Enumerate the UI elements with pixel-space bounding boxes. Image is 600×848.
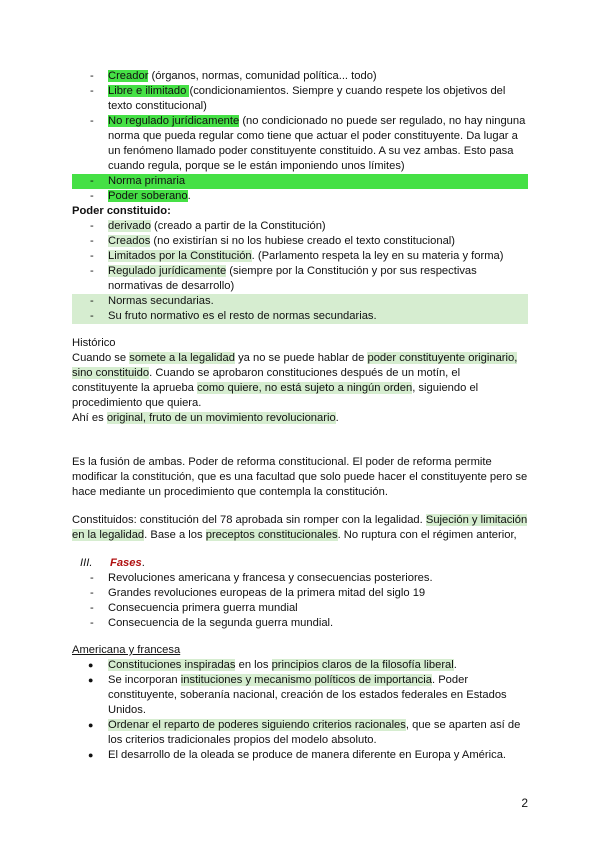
- fases-list: [72, 571, 528, 631]
- list-item: - Su fruto normativo es el resto de normas secundarias.: [72, 309, 528, 324]
- list-item: - Consecuencia primera guerra mundial: [72, 601, 528, 616]
- list-item: - Consecuencia de la segunda guerra mundial.: [72, 616, 528, 631]
- list-item: - Normas secundarias.: [72, 294, 528, 309]
- list-item: - Poder soberano.: [72, 189, 528, 204]
- historico-paragraph-2: Ahí es original, fruto de un movimiento revolucionario.: [72, 412, 339, 424]
- list-item: - Limitados por la Constitución. (Parlamento respeta la ley en su materia y forma): [72, 249, 528, 264]
- page-number: 2: [521, 796, 528, 810]
- bullet-item: ● Ordenar el reparto de poderes siguiendo criterios racionales, que se aparten así de los criterios tradicionales propios del modelo absoluto.: [72, 718, 528, 748]
- list-item: - Grandes revoluciones europeas de la primera mitad del siglo 19: [72, 586, 528, 601]
- list-item: - No regulado jurídicamente (no condicionado no puede ser regulado, no hay ninguna norma que pueda regular como tiene que actuar el poder constituyente. Da lugar a un fenómeno llamado poder constituyente constituido. A su vez ambas. Esto pasa cuando regula, porque se le están imponiendo unos límites): [72, 114, 528, 174]
- section-numeral: III.: [80, 557, 93, 569]
- fases-title: Fases: [110, 557, 142, 569]
- constituyente-list: [72, 69, 528, 204]
- historico-paragraph: Cuando se somete a la legalidad ya no se puede hablar de poder constituyente originario, sino constituido. Cuando se aprobaron constituciones después de un motín, el constituyente la aprueba como quiere, no está sujeto a ningún orden, siguiendo el procedimiento que quiera.: [72, 352, 518, 409]
- highlight: Libre e ilimitado: [108, 85, 190, 97]
- constituido-heading: Poder constituido:: [72, 205, 171, 217]
- constituido-list: [72, 219, 528, 324]
- list-item: - derivado (creado a partir de la Constitución): [72, 219, 528, 234]
- list-item: - Creados (no existirían si no los hubiese creado el texto constitucional): [72, 234, 528, 249]
- list-item: - Creador (órganos, normas, comunidad política... todo): [72, 69, 528, 84]
- list-item: - Regulado jurídicamente (siempre por la Constitución y por sus respectivas normativas de desarrollo): [72, 264, 528, 294]
- highlight: Creador: [108, 70, 149, 82]
- bullet-item: ● Constituciones inspiradas en los principios claros de la filosofía liberal.: [72, 658, 528, 673]
- historico-section: [72, 336, 528, 426]
- constituidos-paragraph: Constituidos: constitución del 78 aprobada sin romper con la legalidad. Sujeción y limitación en la legalidad. Base a los preceptos constitucionales. No ruptura con el régimen anterior,: [72, 514, 528, 541]
- fases-heading: III. Fases.: [72, 556, 528, 571]
- historico-heading: Histórico: [72, 337, 116, 349]
- list-item: - Revoluciones americana y francesa y consecuencias posteriores.: [72, 571, 528, 586]
- bullet-item: ● El desarrollo de la oleada se produce de manera diferente en Europa y América.: [72, 748, 528, 763]
- americana-list: [72, 658, 528, 763]
- list-item: - Libre e ilimitado (condicionamientos. Siempre y cuando respete los objetivos del texto constitucional): [72, 84, 528, 114]
- list-item: - Norma primaria: [72, 174, 528, 189]
- fusion-paragraph: Es la fusión de ambas. Poder de reforma constitucional. El poder de reforma permite modificar la constitución, que es una facultad que solo puede hacer el constituyente pero se hace mediante un procedimiento que contempla la constitución.: [72, 456, 528, 498]
- bullet-item: ● Se incorporan instituciones y mecanismo políticos de importancia. Poder constituyente, soberanía nacional, creación de los estados federales en Estados Unidos.: [72, 673, 528, 718]
- americana-heading: Americana y francesa: [72, 644, 181, 656]
- highlight: Poder soberano: [108, 190, 188, 202]
- highlight: No regulado jurídicamente: [108, 115, 240, 127]
